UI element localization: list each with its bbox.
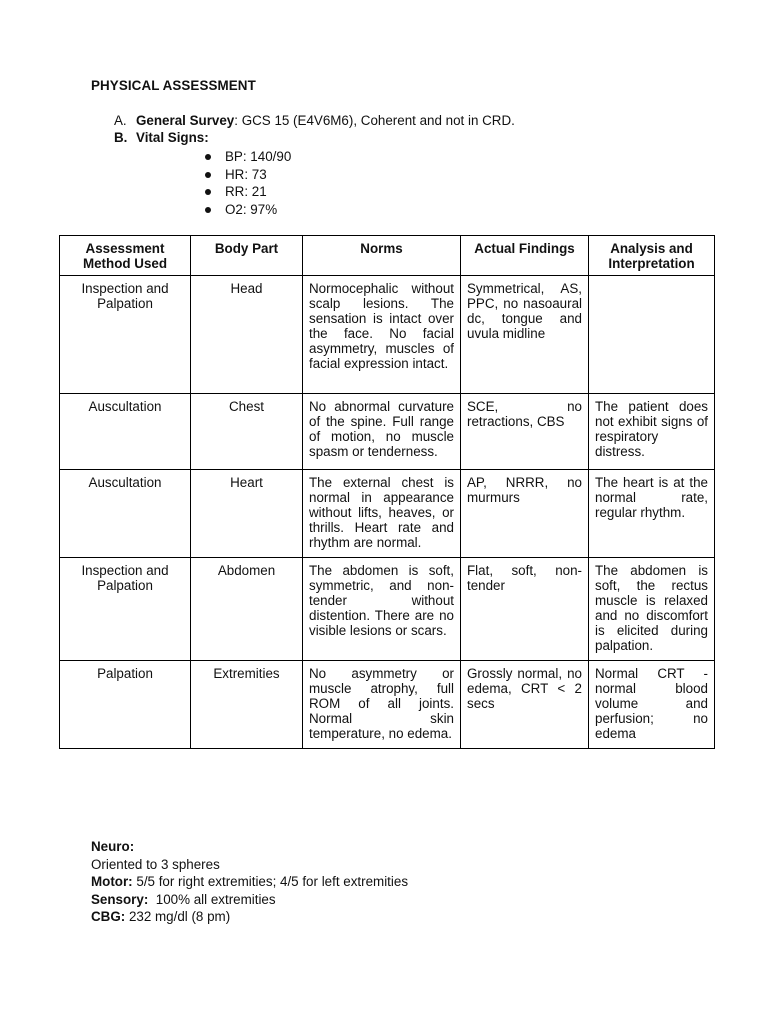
- sensory-label: Sensory:: [91, 891, 149, 907]
- cell-body-part: Head: [191, 276, 303, 394]
- cell-norms: No abnormal curvature of the spine. Full range of motion, no muscle spasm or tenderness.: [303, 394, 461, 470]
- cbg-text: 232 mg/dl (8 pm): [125, 909, 231, 924]
- cell-analysis: The heart is at the normal rate, regular rhythm.: [589, 470, 715, 558]
- cell-body-part: Heart: [191, 470, 303, 558]
- cell-findings: Symmetrical, AS, PPC, no nasoaural dc, tongue and uvula midline: [461, 276, 589, 394]
- vital-signs-line: [114, 130, 209, 145]
- header-findings: Actual Findings: [461, 236, 589, 276]
- motor-line: [91, 873, 408, 891]
- vital-o2: O2: 97%: [203, 201, 291, 219]
- table-row: [60, 276, 715, 394]
- cell-method: Palpation: [60, 661, 191, 749]
- cell-analysis: The abdomen is soft, the rectus muscle is relaxed and no discomfort is elicited during palpation.: [589, 558, 715, 661]
- neuro-heading: Neuro:: [91, 839, 135, 854]
- vital-hr: HR: 73: [203, 166, 291, 184]
- table-row: [60, 394, 715, 470]
- motor-text: 5/5 for right extremities; 4/5 for left extremities: [132, 874, 409, 889]
- vital-bp: BP: 140/90: [203, 148, 291, 166]
- cell-findings: Flat, soft, non-tender: [461, 558, 589, 661]
- cell-analysis: Normal CRT - normal blood volume and perfusion; no edema: [589, 661, 715, 749]
- cell-norms: The external chest is normal in appearance without lifts, heaves, or thrills. Heart rate and rhythm are normal.: [303, 470, 461, 558]
- vital-rr: RR: 21: [203, 183, 291, 201]
- table-row: [60, 470, 715, 558]
- general-survey-text: : GCS 15 (E4V6M6), Coherent and not in CRD.: [234, 113, 515, 128]
- motor-label: Motor:: [91, 874, 133, 889]
- cell-norms: Normocephalic without scalp lesions. The sensation is intact over the face. No facial asymmetry, muscles of facial expression intact.: [303, 276, 461, 394]
- table-row: [60, 661, 715, 749]
- header-method: Assessment Method Used: [60, 236, 191, 276]
- neuro-section: [91, 838, 408, 926]
- header-norms: Norms: [303, 236, 461, 276]
- cbg-line: [91, 908, 408, 926]
- header-body-part: Body Part: [191, 236, 303, 276]
- header-analysis: Analysis and Interpretation: [589, 236, 715, 276]
- cell-findings: SCE, no retractions, CBS: [461, 394, 589, 470]
- general-survey-line: [114, 113, 515, 128]
- cell-findings: AP, NRRR, no murmurs: [461, 470, 589, 558]
- cell-method: Auscultation: [60, 470, 191, 558]
- cell-findings: Grossly normal, no edema, CRT < 2 secs: [461, 661, 589, 749]
- sensory-text: 100% all extremities: [148, 891, 276, 907]
- cell-analysis: The patient does not exhibit signs of respiratory distress.: [589, 394, 715, 470]
- neuro-orientation: Oriented to 3 spheres: [91, 856, 220, 872]
- cell-method: Auscultation: [60, 394, 191, 470]
- vital-signs-label: Vital Signs:: [136, 130, 209, 145]
- section-letter-a: A.: [114, 113, 127, 128]
- cell-norms: The abdomen is soft, symmetric, and non-tender without distention. There are no visible lesions or scars.: [303, 558, 461, 661]
- cbg-label: CBG:: [91, 909, 126, 924]
- sensory-line: [91, 891, 408, 909]
- cell-body-part: Abdomen: [191, 558, 303, 661]
- table-header-row: [60, 236, 715, 276]
- general-survey-label: General Survey: [136, 113, 235, 128]
- assessment-table: [59, 235, 715, 749]
- cell-body-part: Extremities: [191, 661, 303, 749]
- section-letter-b: B.: [114, 130, 128, 145]
- cell-body-part: Chest: [191, 394, 303, 470]
- vital-signs-list: [203, 148, 291, 218]
- table-row: [60, 558, 715, 661]
- page-title: PHYSICAL ASSESSMENT: [91, 78, 256, 93]
- cell-norms: No asymmetry or muscle atrophy, full ROM of all joints. Normal skin temperature, no edema.: [303, 661, 461, 749]
- cell-analysis: [589, 276, 715, 394]
- cell-method: Inspection and Palpation: [60, 558, 191, 661]
- cell-method: Inspection and Palpation: [60, 276, 191, 394]
